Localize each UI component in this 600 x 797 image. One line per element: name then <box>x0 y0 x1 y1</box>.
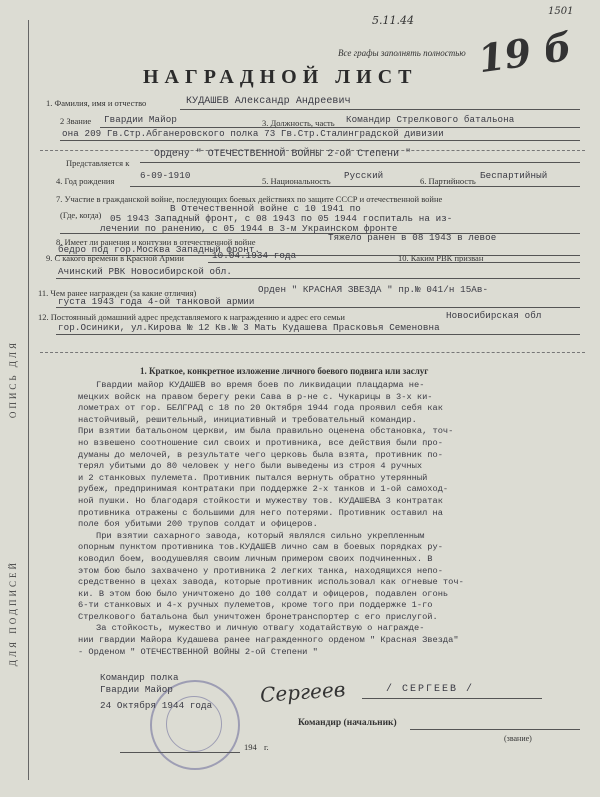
field-7-line <box>60 233 580 234</box>
field-7-value-2: 05 1943 Западный фронт, с 08 1943 по 05 1944 госпиталь на из- <box>110 213 453 224</box>
signature-date: 24 Октября 1944 года <box>100 700 213 711</box>
side-label-bottom: ДЛЯ ПОДПИСЕЙ <box>8 560 18 667</box>
corner-number: 1501 <box>548 6 574 17</box>
story-line: настойчивый, решительный, инициативный и требовательный командир. <box>78 414 417 425</box>
commander-label: Командир (начальник) <box>298 718 397 728</box>
story-line: этом бою было захвачено у противника 2 легких танка, находящихся непо- <box>78 565 443 576</box>
field-11-value-2: густа 1943 года 4-ой танковой армии <box>58 296 255 307</box>
section-heading: 1. Краткое, конкретное изложение личного боевого подвига или заслуг <box>140 366 429 376</box>
story-line: Гвардии майор КУДАШЕВ во время боев по ликвидации плацдарма не- <box>96 380 425 390</box>
field-7-value-3: лечении по ранению, с 05 1944 в 3-м Украинском фронте <box>100 223 398 234</box>
field-7-where: (Где, когда) <box>60 210 102 220</box>
field-8-label: 8. Имеет ли ранения и контузии в отечественной войне <box>56 237 256 247</box>
story-line: но взвешено соотношение сил своих и противника, все действия были про- <box>78 437 443 448</box>
field-8-value: Тяжело ранен в 08 1943 в левое <box>328 232 497 243</box>
field-10-label: 10. Каким РВК призван <box>398 253 484 263</box>
field-12-value-2: гор.Осиники, ул.Кирова № 12 Кв.№ 3 Мать Кудашева Прасковья Семеновна <box>58 322 440 333</box>
field-5-value: Русский <box>344 170 384 181</box>
field-4-label: 4. Год рождения <box>56 176 115 186</box>
signer-name: / СЕРГЕЕВ / <box>386 684 475 695</box>
rank-caption: (звание) <box>504 734 532 743</box>
story-line: средственно в цехах завода, которые противник использовал как огневые точ- <box>78 577 464 588</box>
field-12-line <box>56 334 580 335</box>
story-line: ководил боем, воодушевляя своим личным примером своих подчиненных. В <box>78 553 433 564</box>
field-7-value-1: В Отечественной войне с 10 1941 по <box>170 203 361 214</box>
signature: Сергеев <box>259 677 347 707</box>
separator-dashed-2 <box>40 352 585 353</box>
field-11-value: Орден " КРАСНАЯ ЗВЕЗДА " пр.№ 041/н 15Ав- <box>258 284 489 295</box>
story-line: поле боя убитыми 200 трупов солдат и офицеров. <box>78 519 318 530</box>
field-4-line <box>130 186 580 187</box>
field-9-value: 10.04.1934 года <box>212 250 297 261</box>
story-line: мецких войск на правом берегу реки Сава в р-не с. Чукарицы в 3-х ки- <box>78 391 433 402</box>
field-12-label: 12. Постоянный домашний адрес представляемого к награждению и адрес его семьи <box>38 312 345 322</box>
signer-role-1: Командир полка <box>100 672 179 683</box>
field-9-label: 9. С какого времени в Красной Армии <box>46 253 184 263</box>
field-2-label: 2 Звание <box>60 116 92 126</box>
handwritten-mark: 19 б <box>475 23 575 82</box>
presented-value: Ордену " ОТЕЧЕСТВЕННОЙ ВОЙНЫ 2-ой Степени " <box>154 148 412 159</box>
story-line: думаны до мелочей, в результате чего церковь была взята, противник по- <box>78 449 443 460</box>
instruction-text: Все графы заполнять полностью <box>338 48 466 58</box>
story-line: ки. В этом бою было уничтожено до 100 солдат и офицеров, подавлен огонь <box>78 588 449 599</box>
story-line: противника отражены с большими для него потерями. Противник оставил на <box>78 507 443 518</box>
story-line: и 2 станковых пулемета. Противник пытался вернуть обратно утерянный <box>78 472 428 483</box>
presented-label: Представляется к <box>66 158 130 168</box>
story-line: нии гвардии Майора Кудашева ранее награжденного орденом " Красная Звезда" <box>78 635 459 646</box>
field-4-value: 6-09-1910 <box>140 170 191 181</box>
side-label-top: ОПИСЬ ДЛЯ <box>8 340 18 419</box>
signer-role-2: Гвардии Майор <box>100 684 173 695</box>
story-line: 6-ти станковых и 4-х ручных пулеметов, кроме того при поддержке 1-го <box>78 600 433 611</box>
field-1-line <box>180 109 580 110</box>
corner-date-note: 5.11.44 <box>372 14 414 27</box>
year-suffix: г. <box>264 742 269 752</box>
date-line <box>120 752 240 753</box>
field-9-line <box>208 262 580 263</box>
field-3-line <box>60 140 580 141</box>
field-1-value: КУДАШЕВ Александр Андреевич <box>186 96 351 107</box>
story-line: терял убитыми до 80 человек у него были выведены из строя 4 ручных <box>78 461 423 472</box>
presented-line <box>140 162 580 163</box>
field-8-value-2: бедро под гор.Москва Западный фронт. <box>58 244 261 255</box>
story-line: - Орденом " ОТЕЧЕСТВЕННОЙ ВОЙНЫ 2-ой Степени " <box>78 646 318 657</box>
field-5-label: 5. Национальность <box>262 176 331 186</box>
field-10-value: Ачинский РВК Новосибирской обл. <box>58 266 233 277</box>
story-line: Стрелкового батальона был уничтожен бронетранспортер с его прислугой. <box>78 611 438 622</box>
field-11-label: 11. Чем ранее награжден (за какие отличия) <box>38 288 197 298</box>
feat-description <box>78 380 588 658</box>
story-line: При взятии сахарного завода, который являлся сильно укрепленным <box>96 530 425 541</box>
field-12-value: Новосибирская обл <box>446 310 542 321</box>
year-stub: 194 <box>244 742 257 752</box>
story-line: ной пушки. Но благодаря стойкости и мужеству тов. КУДАШЕВА 3 контратак <box>78 495 443 506</box>
story-line: При взятии батальоном церкви, им была правильно оценена обстановка, точ- <box>78 426 454 437</box>
story-line: опорным пунктом противника тов.КУДАШЕВ лично сам в боевых порядках ру- <box>78 542 443 553</box>
story-line: лометрах от гор. БЕЛГРАД с 18 по 20 Октября 1944 года проявил себя как <box>78 403 443 414</box>
field-10-line <box>56 278 580 279</box>
field-11-line <box>56 307 580 308</box>
field-7-label: 7. Участие в гражданской войне, последующих боевых действиях по защите СССР и отечественной войне <box>56 194 443 204</box>
field-2-value: Гвардии Майор <box>104 114 177 125</box>
field-1-label: 1. Фамилия, имя и отчество <box>46 98 147 108</box>
story-line: За стойкость, мужество и личную отвагу ходатайствую о награжде- <box>96 623 425 634</box>
field-3-label: 3. Должность, часть <box>262 118 335 128</box>
field-3-value-cont: она 209 Гв.Стр.Абганеровского полка 73 Гв.Стр.Сталинградской дивизии <box>62 128 444 139</box>
left-margin-line <box>28 20 29 780</box>
document-title: НАГРАДНОЙ ЛИСТ <box>143 66 418 88</box>
field-6-label: 6. Партийность <box>420 176 476 186</box>
commander-line <box>410 729 580 730</box>
field-3-value: Командир Стрелкового батальона <box>346 114 515 125</box>
signer-name-line <box>362 698 542 699</box>
story-line: рубеж, предпринимая контратаки при поддержке 2-х танков и 1-ой самоход- <box>78 484 449 495</box>
field-6-value: Беспартийный <box>480 170 548 181</box>
